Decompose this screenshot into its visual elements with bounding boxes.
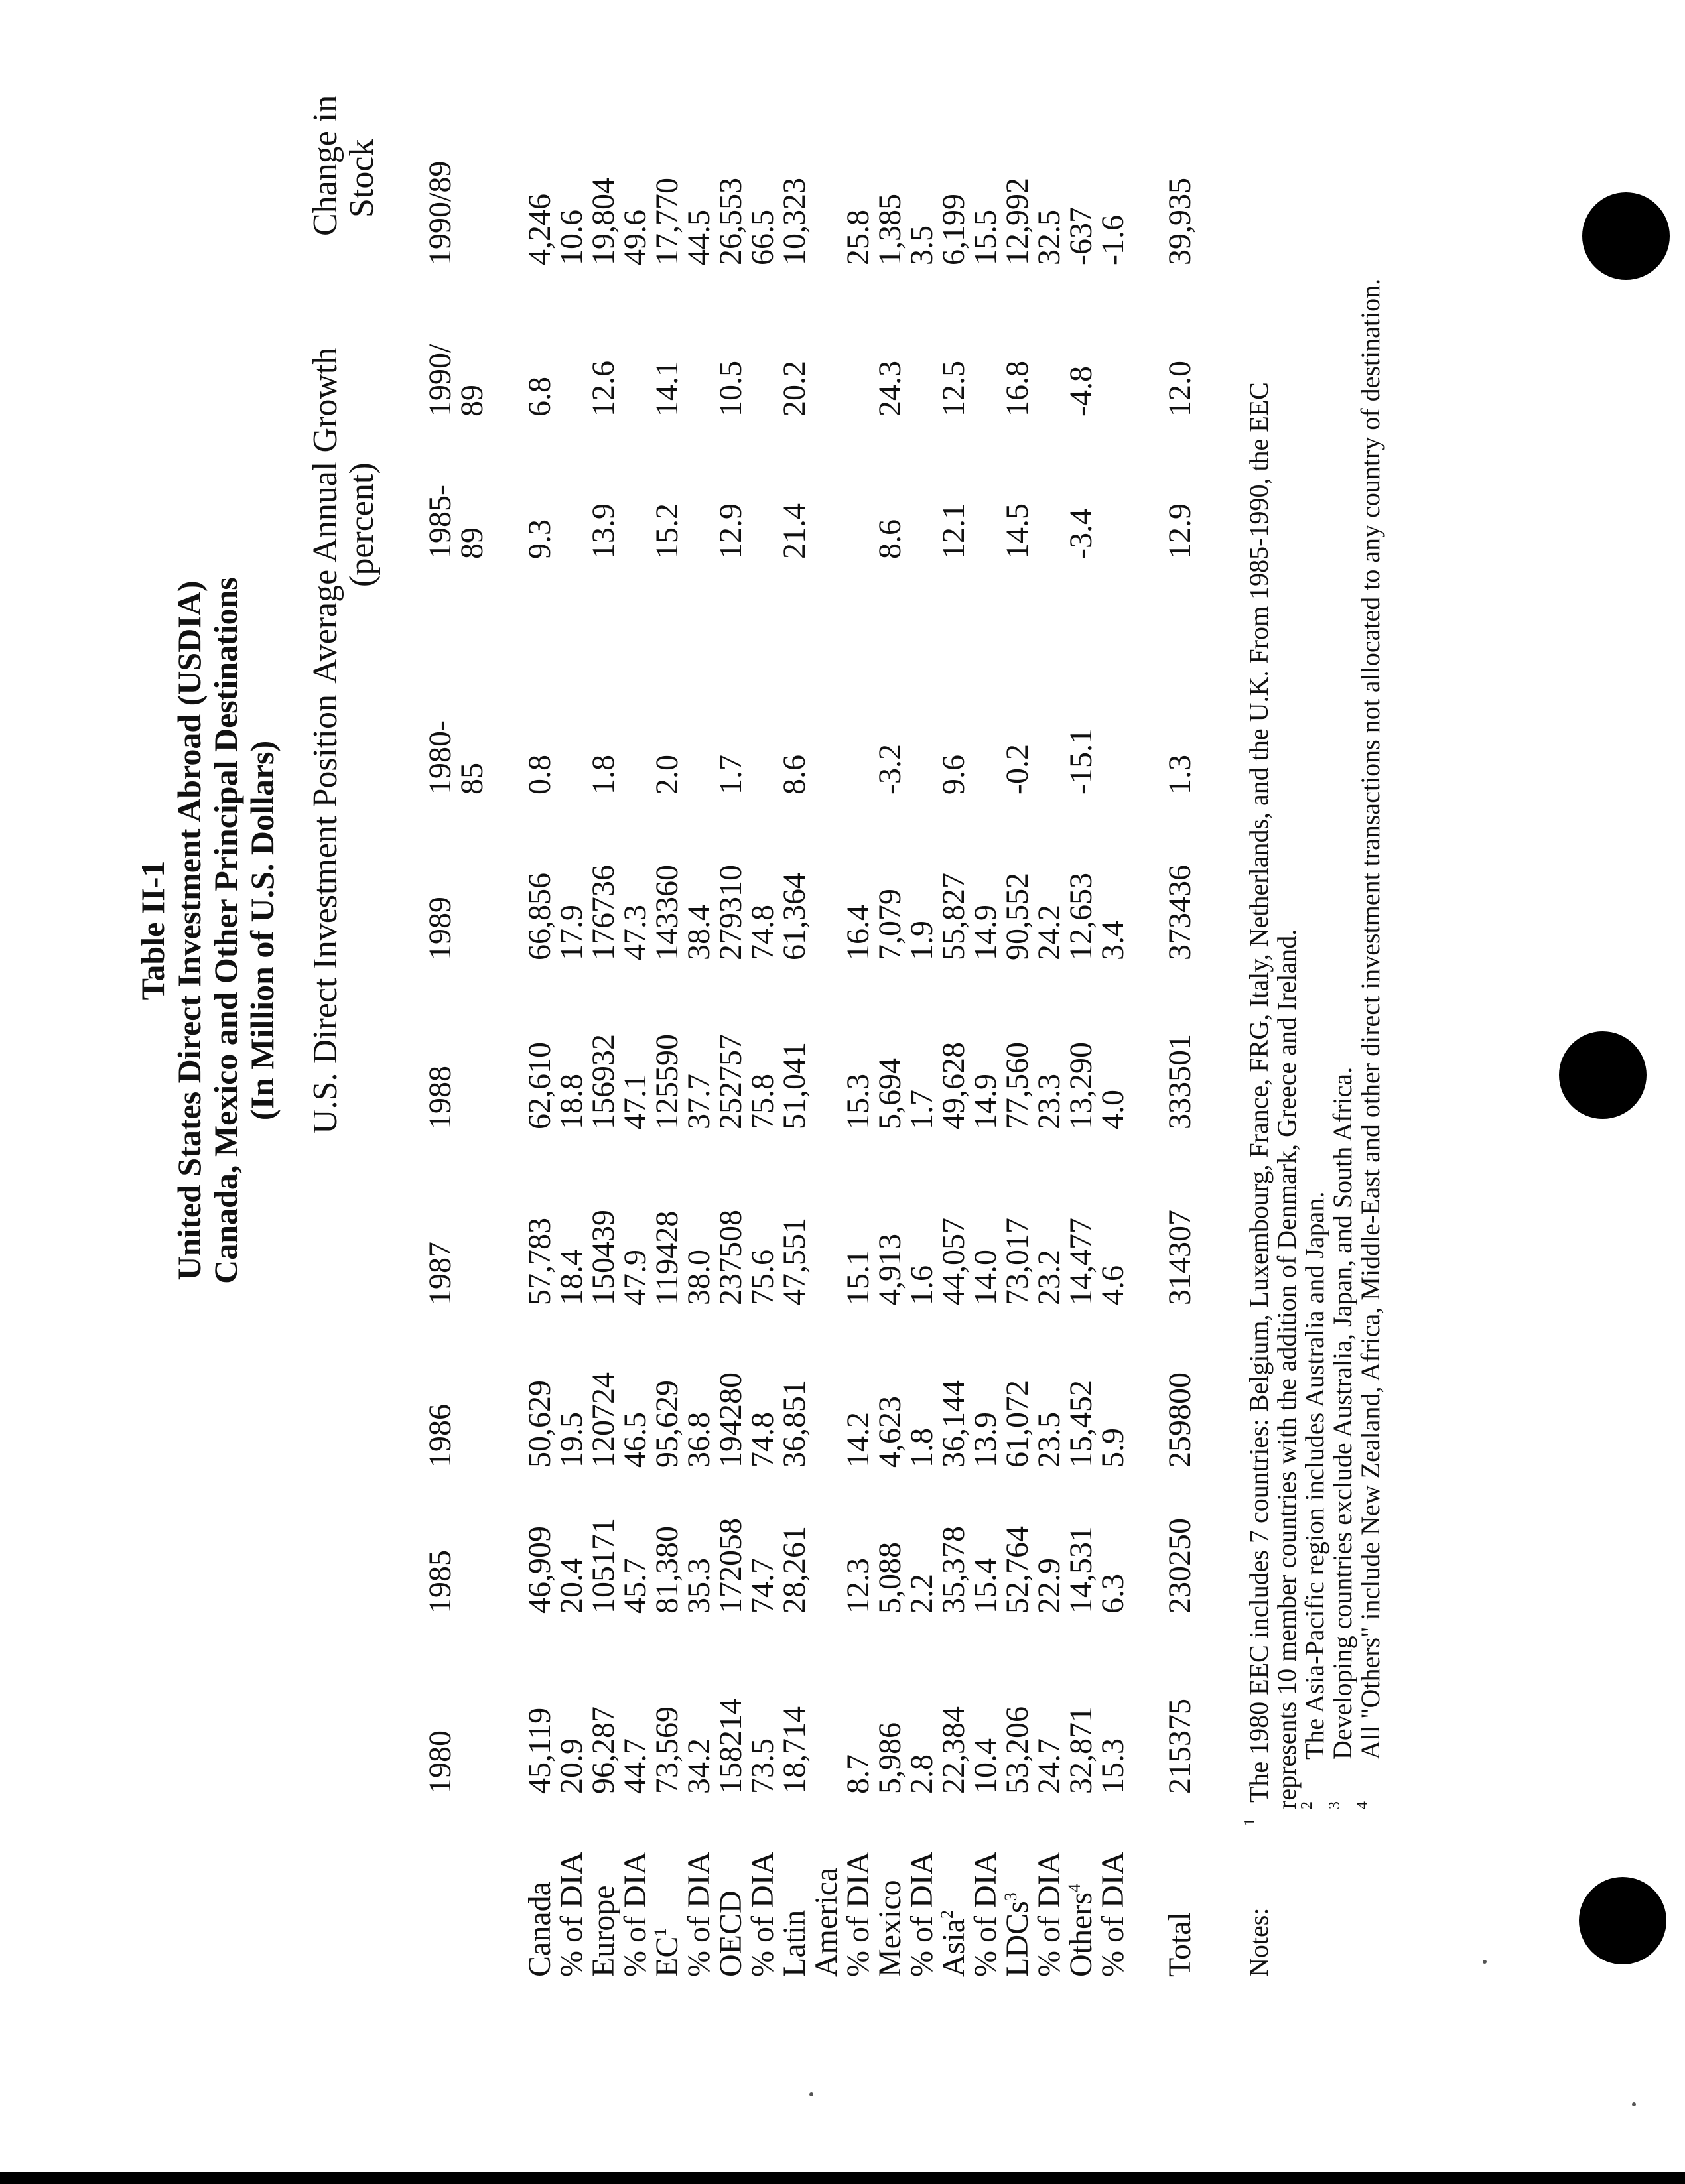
- note-1-text: The 1980 EEC includes 7 countries: Belgium, Luxembourg, France, FRG, Italy, Netherlands, and the U.K. From 1985-1990, the EEC: [1244, 382, 1274, 1803]
- table-cell: 13,290: [1063, 1042, 1099, 1129]
- table-cell: 73.5: [745, 1738, 780, 1794]
- table-cell: 34.2: [681, 1738, 716, 1794]
- total-1980: 215375: [1162, 1699, 1197, 1794]
- table-cell: 61,364: [777, 873, 812, 960]
- total-1986: 259800: [1162, 1372, 1197, 1468]
- table-cell: 119428: [649, 1210, 685, 1305]
- table-cell: 12.1: [936, 503, 971, 559]
- table-cell: 5,694: [872, 1058, 908, 1129]
- table-title: United States Direct Investment Abroad (USDIA): [170, 580, 208, 1281]
- table-number: Table II-1: [134, 860, 171, 1001]
- row-label-latin: Latin: [777, 1909, 812, 1977]
- table-cell: 14,531: [1063, 1526, 1099, 1614]
- row-label-asia: [938, 1910, 970, 1977]
- table-cell: 1.8: [904, 1428, 939, 1468]
- footnote-marker-1: 1: [651, 1927, 670, 1937]
- total-1985: 230250: [1162, 1518, 1197, 1614]
- growth-header-1980-85: 1980- 85: [423, 720, 490, 795]
- table-cell: 23.2: [1032, 1250, 1067, 1305]
- table-cell: 143360: [649, 865, 685, 960]
- table-cell: 156932: [586, 1034, 621, 1129]
- table-cell: 0.8: [522, 755, 557, 795]
- row-label-ldcs-text: LDCs: [1000, 1901, 1035, 1977]
- table-cell: -637: [1063, 207, 1099, 265]
- table-cell: 4,623: [872, 1396, 908, 1468]
- footnote-marker-3: 3: [1001, 1892, 1020, 1901]
- table-cell: 46.5: [618, 1412, 653, 1468]
- table-cell: 9.6: [936, 755, 971, 795]
- table-cell: 3.4: [1095, 921, 1130, 960]
- table-cell: 1.7: [713, 755, 748, 795]
- row-label-ec-text: EC: [649, 1936, 685, 1977]
- table-cell: 10.6: [554, 210, 589, 265]
- table-cell: 23.5: [1032, 1412, 1067, 1468]
- table-cell: 66,856: [522, 873, 557, 960]
- table-cell: 47,551: [777, 1218, 812, 1305]
- table-cell: 75.8: [745, 1074, 780, 1129]
- row-label-ldcs-share: % of DIA: [1032, 1851, 1067, 1977]
- year-header-1985: 1985: [423, 1550, 458, 1614]
- table-cell: 125590: [649, 1034, 685, 1129]
- table-cell: 24.3: [872, 361, 908, 417]
- table-cell: 28,261: [777, 1526, 812, 1614]
- table-cell: 57,783: [522, 1218, 557, 1305]
- table-cell: 47.9: [618, 1250, 653, 1305]
- row-label-mexico: Mexico: [872, 1880, 908, 1977]
- table-cell: 10.5: [713, 361, 748, 417]
- table-cell: -15.1: [1063, 728, 1099, 795]
- total-growth-1985-89: 12.9: [1162, 503, 1197, 559]
- table-cell: -1.6: [1095, 215, 1130, 265]
- total-growth-1990-89: 12.0: [1162, 361, 1197, 417]
- table-units: (In Million of U.S. Dollars): [243, 740, 281, 1121]
- table-cell: 19.5: [554, 1412, 589, 1468]
- row-label-others-share: % of DIA: [1095, 1851, 1130, 1977]
- table-cell: 37.7: [681, 1074, 716, 1129]
- table-cell: 6.3: [1095, 1574, 1130, 1614]
- table-cell: 8.7: [841, 1754, 876, 1794]
- row-label-europe-share: % of DIA: [618, 1851, 653, 1977]
- year-header-1988: 1988: [423, 1066, 458, 1129]
- table-cell: 20.2: [777, 361, 812, 417]
- table-cell: 44.5: [681, 210, 716, 265]
- row-label-ldcs: [1002, 1892, 1034, 1977]
- row-label-ec-share: % of DIA: [681, 1851, 716, 1977]
- table-cell: 18.4: [554, 1250, 589, 1305]
- table-cell: 4.0: [1095, 1090, 1130, 1129]
- growth-header-1985-89: 1985- 89: [423, 485, 490, 559]
- table-cell: 14.5: [1000, 503, 1035, 559]
- table-cell: 16.8: [1000, 361, 1035, 417]
- table-cell: 35,378: [936, 1526, 971, 1614]
- table-cell: 23.3: [1032, 1074, 1067, 1129]
- table-cell: 13.9: [968, 1412, 1003, 1468]
- year-header-1986: 1986: [423, 1404, 458, 1468]
- table-cell: 8.6: [777, 755, 812, 795]
- change-header-1990-89: 1990/89: [423, 161, 458, 265]
- table-cell: 1.9: [904, 921, 939, 960]
- table-cell: 45,119: [522, 1707, 557, 1794]
- table-cell: 150439: [586, 1210, 621, 1305]
- total-1987: 314307: [1162, 1210, 1197, 1305]
- table-cell: 90,552: [1000, 873, 1035, 960]
- table-cell: 1,385: [872, 194, 908, 265]
- table-cell: 14.9: [968, 905, 1003, 960]
- table-cell: 5.9: [1095, 1428, 1130, 1468]
- table-cell: 2.0: [649, 755, 685, 795]
- table-cell: 14.0: [968, 1250, 1003, 1305]
- table-cell: 75.6: [745, 1250, 780, 1305]
- table-cell: 15.1: [841, 1250, 876, 1305]
- table-cell: 279310: [713, 865, 748, 960]
- table-cell: -4.8: [1063, 366, 1099, 417]
- table-cell: 12.6: [586, 361, 621, 417]
- row-label-mexico-share: % of DIA: [904, 1851, 939, 1977]
- total-1989: 373436: [1162, 865, 1197, 960]
- table-cell: 52,764: [1000, 1526, 1035, 1614]
- table-cell: 6,199: [936, 194, 971, 265]
- note-2-text: The Asia-Pacific region includes Australia and Japan.: [1300, 1191, 1329, 1760]
- footnote-marker-4: 4: [1065, 1884, 1084, 1893]
- row-label-america: America: [809, 1867, 844, 1977]
- table-cell: 61,072: [1000, 1380, 1035, 1468]
- table-cell: 96,287: [586, 1706, 621, 1794]
- table-cell: 66.5: [745, 210, 780, 265]
- notes-label: Notes:: [1244, 1907, 1274, 1977]
- note-4-marker: 4: [1354, 1801, 1371, 1809]
- total-growth-1980-85: 1.3: [1162, 755, 1197, 795]
- table-cell: 44.7: [618, 1738, 653, 1794]
- table-cell: -3.4: [1063, 509, 1099, 559]
- note-4-text: All "Others" include New Zealand, Africa, Middle-East and other direct investment transactions not allocated to any country of destination.: [1355, 278, 1385, 1760]
- year-header-1980: 1980: [423, 1730, 458, 1794]
- table-cell: 120724: [586, 1372, 621, 1468]
- table-cell: 15.3: [1095, 1738, 1130, 1794]
- note-1-continued: represents 10 member countries with the addition of Denmark, Greece and Ireland.: [1272, 929, 1302, 1809]
- table-cell: 25.8: [841, 210, 876, 265]
- table-cell: 19,804: [586, 178, 621, 265]
- table-cell: 74.8: [745, 905, 780, 960]
- table-cell: 194280: [713, 1372, 748, 1468]
- table-cell: 62,610: [522, 1042, 557, 1129]
- table-cell: 176736: [586, 865, 621, 960]
- table-cell: 15.4: [968, 1558, 1003, 1614]
- table-cell: 16.4: [841, 905, 876, 960]
- table-cell: 32,871: [1063, 1706, 1099, 1794]
- table-cell: 95,629: [649, 1380, 685, 1468]
- row-label-asia-share: % of DIA: [968, 1851, 1003, 1977]
- table-cell: 12.5: [936, 361, 971, 417]
- table-cell: 8.6: [872, 519, 908, 559]
- row-label-ec: [651, 1928, 683, 1977]
- table-cell: 74.8: [745, 1412, 780, 1468]
- row-label-others: [1065, 1884, 1097, 1977]
- row-label-others-text: Others: [1063, 1892, 1099, 1977]
- note-3-marker: 3: [1326, 1801, 1343, 1809]
- table-cell: 12.3: [841, 1558, 876, 1614]
- row-label-latin-america-share: % of DIA: [841, 1851, 876, 1977]
- table-cell: 51,041: [777, 1042, 812, 1129]
- table-cell: 12.9: [713, 503, 748, 559]
- growth-header-unit: (percent): [343, 462, 381, 587]
- table-cell: 24.7: [1032, 1738, 1067, 1794]
- table-cell: 74.7: [745, 1558, 780, 1614]
- table-cell: 3.5: [904, 225, 939, 265]
- total-change-1990-89: 39,935: [1162, 178, 1197, 265]
- table-cell: 14.2: [841, 1412, 876, 1468]
- table-cell: 17.9: [554, 905, 589, 960]
- table-cell: 36,851: [777, 1380, 812, 1468]
- table-cell: 22.9: [1032, 1558, 1067, 1614]
- table-cell: 22,384: [936, 1706, 971, 1794]
- table-cell: -0.2: [1000, 744, 1035, 795]
- table-cell: 14.1: [649, 361, 685, 417]
- growth-header-1990-89: 1990/ 89: [423, 344, 490, 417]
- table-cell: 17,770: [649, 178, 685, 265]
- table-cell: 18,714: [777, 1706, 812, 1794]
- table-cell: 10.4: [968, 1738, 1003, 1794]
- table-cell: 36.8: [681, 1412, 716, 1468]
- table-cell: 55,827: [936, 873, 971, 960]
- row-label-asia-text: Asia: [936, 1919, 971, 1977]
- table-cell: 9.3: [522, 519, 557, 559]
- table-cell: 13.9: [586, 503, 621, 559]
- table-cell: 44,057: [936, 1218, 971, 1305]
- table-cell: 1.7: [904, 1090, 939, 1129]
- table-cell: 2.2: [904, 1574, 939, 1614]
- table-cell: 2.8: [904, 1754, 939, 1794]
- table-cell: 21.4: [777, 503, 812, 559]
- table-cell: 10,323: [777, 178, 812, 265]
- table-cell: 49.6: [618, 210, 653, 265]
- table-cell: 32.5: [1032, 210, 1067, 265]
- table-cell: 237508: [713, 1210, 748, 1305]
- note-2-marker: 2: [1298, 1801, 1315, 1809]
- table-cell: 20.4: [554, 1558, 589, 1614]
- table-cell: 50,629: [522, 1380, 557, 1468]
- table-cell: 35.3: [681, 1558, 716, 1614]
- table-cell: 38.4: [681, 905, 716, 960]
- table-cell: 4.6: [1095, 1265, 1130, 1305]
- note-1-marker: 1: [1241, 1818, 1258, 1826]
- year-header-1987: 1987: [423, 1242, 458, 1305]
- table-cell: 4,246: [522, 194, 557, 265]
- growth-header: Average Annual Growth: [306, 347, 344, 684]
- row-label-canada-share: % of DIA: [554, 1851, 589, 1977]
- table-cell: 49,628: [936, 1042, 971, 1129]
- table-cell: 73,569: [649, 1706, 685, 1794]
- table-cell: 12,653: [1063, 873, 1099, 960]
- table-cell: 77,560: [1000, 1042, 1035, 1129]
- change-header: Change in: [306, 95, 344, 236]
- table-cell: 45.7: [618, 1558, 653, 1614]
- table-cell: 4,913: [872, 1234, 908, 1305]
- table-cell: 73,017: [1000, 1218, 1035, 1305]
- table-cell: 1.6: [904, 1265, 939, 1305]
- footnote-marker-2: 2: [937, 1910, 957, 1919]
- table-cell: 172058: [713, 1518, 748, 1614]
- table-cell: 26,553: [713, 178, 748, 265]
- table-cell: 20.9: [554, 1738, 589, 1794]
- row-label-oecd-share: % of DIA: [745, 1851, 780, 1977]
- table-cell: 53,206: [1000, 1706, 1035, 1794]
- table-cell: 36,144: [936, 1380, 971, 1468]
- position-header: U.S. Direct Investment Position: [306, 694, 344, 1134]
- table-cell: 12,992: [1000, 178, 1035, 265]
- table-cell: 38.0: [681, 1250, 716, 1305]
- table-cell: 252757: [713, 1034, 748, 1129]
- table-cell: 18.8: [554, 1074, 589, 1129]
- table-cell: 15.2: [649, 503, 685, 559]
- row-label-canada: Canada: [522, 1882, 557, 1977]
- table-cell: 15.5: [968, 210, 1003, 265]
- table-cell: 7,079: [872, 889, 908, 960]
- change-header-line2: Stock: [343, 139, 381, 218]
- year-header-1989: 1989: [423, 897, 458, 960]
- table-cell: 46,909: [522, 1526, 557, 1614]
- table-cell: 1.8: [586, 755, 621, 795]
- table-cell: 6.8: [522, 377, 557, 417]
- table-cell: 14,477: [1063, 1218, 1099, 1305]
- table-cell: 15.3: [841, 1074, 876, 1129]
- total-label: Total: [1162, 1912, 1197, 1977]
- table-cell: 105171: [586, 1518, 621, 1614]
- table-cell: -3.2: [872, 744, 908, 795]
- table-cell: 47.1: [618, 1074, 653, 1129]
- table-cell: 24.2: [1032, 905, 1067, 960]
- row-label-oecd: OECD: [713, 1890, 748, 1977]
- row-label-europe: Europe: [586, 1885, 621, 1977]
- table-cell: 158214: [713, 1699, 748, 1794]
- table-cell: 81,380: [649, 1526, 685, 1614]
- table-cell: 47.3: [618, 905, 653, 960]
- table-cell: 15,452: [1063, 1380, 1099, 1468]
- table-cell: 5,986: [872, 1722, 908, 1794]
- table-cell: 5,088: [872, 1542, 908, 1614]
- total-1988: 333501: [1162, 1034, 1197, 1129]
- note-3-text: Developing countries exclude Australia, Japan, and South Africa.: [1327, 1066, 1357, 1760]
- table-subtitle: Canada, Mexico and Other Principal Destinations: [207, 577, 244, 1284]
- table-cell: 14.9: [968, 1074, 1003, 1129]
